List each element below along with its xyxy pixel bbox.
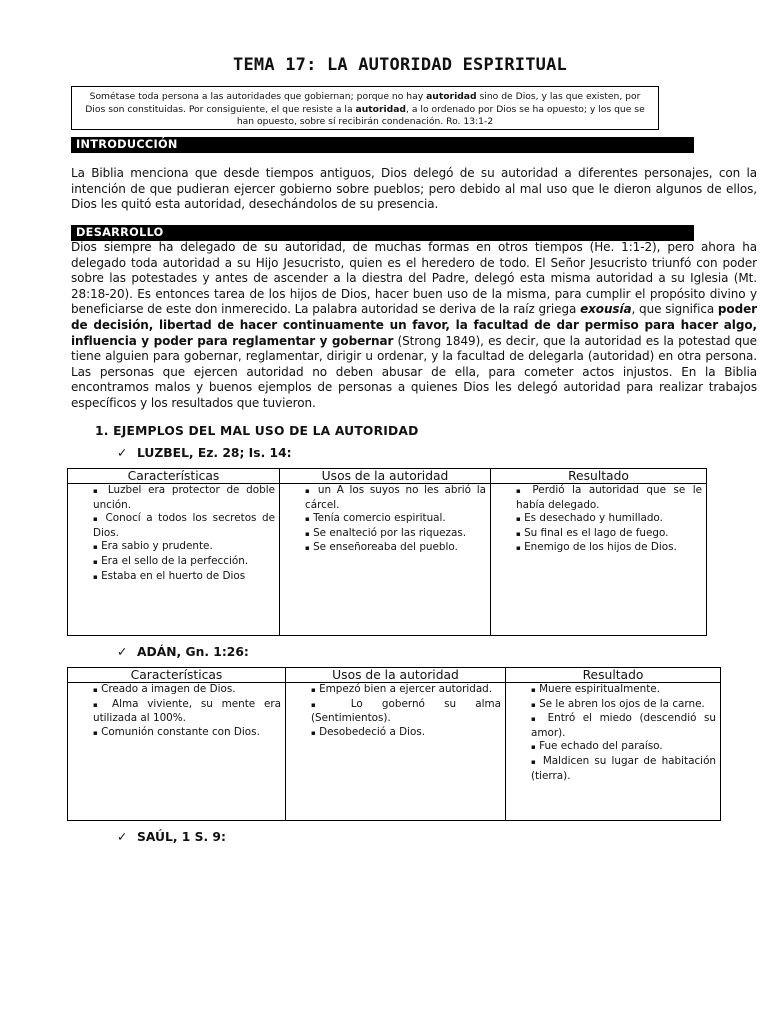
bullet-icon: ▪ [311,686,316,694]
table-list-item [311,698,501,726]
bullet-icon: ▪ [93,487,102,495]
list-item-text: Era el sello de la perfección. [101,554,249,567]
table-list-item [93,726,281,741]
list-item-text: Se le abren los ojos de la carne. [539,697,705,710]
list-item-text: Muere espiritualmente. [539,683,660,695]
check-icon: ✓ [117,830,128,844]
list-item-text: Enemigo de los hijos de Dios. [524,541,677,554]
adan-heading-text: ADÁN, Gn. 1:26: [137,645,249,659]
quote-text: , a lo ordenado por Dios se ha opuesto; y los que se han opuesto, sobre sí recibirán condenación. Ro. 13:1-2 [236,103,645,127]
table-list-item [516,527,702,542]
list-item-text: Lo gobernó su alma (Sentimientos). [311,697,501,725]
desarrollo-paragraph [71,240,757,412]
list-item-text: Desobedeció a Dios. [319,725,426,738]
table-list-item [93,683,281,698]
bullet-icon: ▪ [93,543,98,552]
luzbel-table [67,468,707,636]
quote-emphasis: autoridad [426,91,477,102]
bullet-icon: ▪ [516,544,521,553]
table-list-item [93,555,275,570]
bullet-icon: ▪ [305,515,310,524]
table-list-item [93,540,275,555]
adan-heading [117,645,249,659]
bullet-icon: ▪ [93,728,98,737]
table-list-item [93,570,275,585]
scripture-quote-box [71,86,659,130]
quote-text: sino de Dios, y las que existen, por Dios son constituidas. Por consiguiente, el que resiste a la [85,91,641,115]
list-item-text: Se enalteció por las riquezas. [313,526,467,539]
table-list-item [93,512,275,540]
bullet-icon: ▪ [531,686,536,694]
luzbel-heading-text: LUZBEL, Ez. 28; Is. 14: [137,446,292,460]
table-list-item [516,512,702,527]
list-item-text: Comunión constante con Dios. [101,725,260,738]
list-item-text: Maldicen su lugar de habitación (tierra). [531,754,717,782]
column-header: Usos de la autoridad [280,469,491,484]
bullet-icon: ▪ [531,757,538,766]
bullet-icon: ▪ [93,700,104,709]
bullet-icon: ▪ [93,572,98,581]
table-list-item [305,512,486,527]
bullet-icon: ▪ [516,515,521,524]
luzbel-heading [117,446,292,460]
table-list-item [516,484,702,512]
bullet-icon: ▪ [305,544,310,553]
list-item-text: Estaba en el huerto de Dios [101,569,246,582]
table-list-item [305,484,486,512]
bullet-icon: ▪ [516,487,525,495]
list-item-text: Perdió la autoridad que se le había delegado. [516,484,703,511]
list-item-text: Era sabio y prudente. [101,540,213,553]
definition-emphasis: poder de decisión, libertad de hacer continuamente un favor, la facultad de dar permiso para hacer algo, influencia y poder para reglamentar y gobernar [71,302,757,348]
greek-term: exousía [580,302,632,317]
check-icon: ✓ [117,446,128,460]
saul-heading-text: SAÚL, 1 S. 9: [137,830,226,844]
table-list-item [516,541,702,556]
list-item-text: Tenía comercio espiritual. [313,512,446,525]
section-heading: 1. EJEMPLOS DEL MAL USO DE LA AUTORIDAD [95,424,419,438]
table-list-item [311,726,501,741]
list-item-text: Empezó bien a ejercer autoridad. [319,683,493,695]
list-item-text: Es desechado y humillado. [524,512,663,525]
list-item-text: Creado a imagen de Dios. [101,683,236,695]
bullet-icon: ▪ [516,529,521,538]
table-list-item [531,698,716,713]
table-list-item [305,527,486,542]
list-item-text: Alma viviente, su mente era utilizada al 100%. [93,697,281,725]
list-item-text: Su final es el lago de fuego. [524,526,669,539]
quote-emphasis: autoridad [355,103,407,115]
column-header: Características [68,668,286,683]
list-item-text: Conocí a todos los secretos de Dios. [93,512,275,539]
desarrollo-text: (Strong 1849), es decir, que la autoridad es la potestad que tiene alguien para gobernar, reglamentar, dirigir u ordenar, y la facultad de delegarla (autoridad) en otra persona. Las personas que ejercen autoridad no deben abusar de ella, para cometer actos injustos. En la Biblia encontramos malos y buenos ejemplos de personas a quienes Dios les delegó autoridad para realizar trabajos específicos y los resultados que tuvieron. [71,333,757,410]
result-cell [491,484,707,636]
column-header: Características [68,469,280,484]
bullet-icon: ▪ [531,715,540,724]
list-item-text: Se enseñoreaba del pueblo. [313,541,458,554]
table-list-item [531,740,716,755]
table-list-item [93,484,275,512]
result-cell [506,683,721,821]
bullet-icon: ▪ [305,487,313,495]
adan-table [67,667,721,821]
characteristics-cell [68,484,280,636]
bullet-icon: ▪ [531,743,536,752]
table-list-item [93,698,281,726]
column-header: Usos de la autoridad [286,668,506,683]
list-item-text: Fue echado del paraíso. [539,740,663,753]
column-header: Resultado [491,469,707,484]
table-list-item [531,712,716,740]
bullet-icon: ▪ [93,686,98,694]
list-item-text: un A los suyos no les abrió la cárcel. [305,484,486,511]
list-item-text: Entró el miedo (descendió su amor). [531,712,716,739]
authority-uses-cell [280,484,491,636]
bullet-icon: ▪ [305,529,310,538]
desarrollo-text: , que significa [631,302,718,317]
desarrollo-header: DESARROLLO [71,225,694,241]
authority-uses-cell [286,683,506,821]
bullet-icon: ▪ [93,557,98,566]
page-title: TEMA 17: LA AUTORIDAD ESPIRITUAL [233,55,567,75]
table-list-item [305,541,486,556]
characteristics-cell [68,683,286,821]
check-icon: ✓ [117,645,128,659]
bullet-icon: ▪ [311,700,332,709]
bullet-icon: ▪ [93,515,100,524]
table-list-item [531,683,716,698]
table-list-item [311,683,501,698]
quote-text: Sométase toda persona a las autoridades que gobiernan; porque no hay [89,91,427,102]
intro-paragraph: La Biblia menciona que desde tiempos antiguos, Dios delegó de su autoridad a diferentes personajes, con la intención de que pudieran ejercer gobierno sobre pueblos; pero debido al mal uso que le dieron algunos de ellos, Dios les quitó esta autoridad, desechándolos de su presencia. [71,166,757,212]
bullet-icon: ▪ [311,728,316,737]
desarrollo-text: Dios siempre ha delegado de su autoridad, de muchas formas en otros tiempos (He. 1:1-2), pero ahora ha delegado toda autoridad a su Hijo Jesucristo, quien es el heredero de todo. El Señor Jesucristo triunfó con poder sobre las potestades y antes de ascender a la diestra del Padre, delegó esta misma autoridad a su Iglesia (Mt. 28:18-20). Es entonces tarea de los hijos de Dios, hacer buen uso de la misma, para cumplir el propósito divino y beneficiarse de este don inmerecido. La palabra autoridad se deriva de la raíz griega [71,240,757,317]
saul-heading [117,830,226,844]
bullet-icon: ▪ [531,700,536,709]
list-item-text: Luzbel era protector de doble unción. [93,484,275,511]
intro-header: INTRODUCCIÓN [71,137,694,153]
table-list-item [531,755,716,783]
column-header: Resultado [506,668,721,683]
